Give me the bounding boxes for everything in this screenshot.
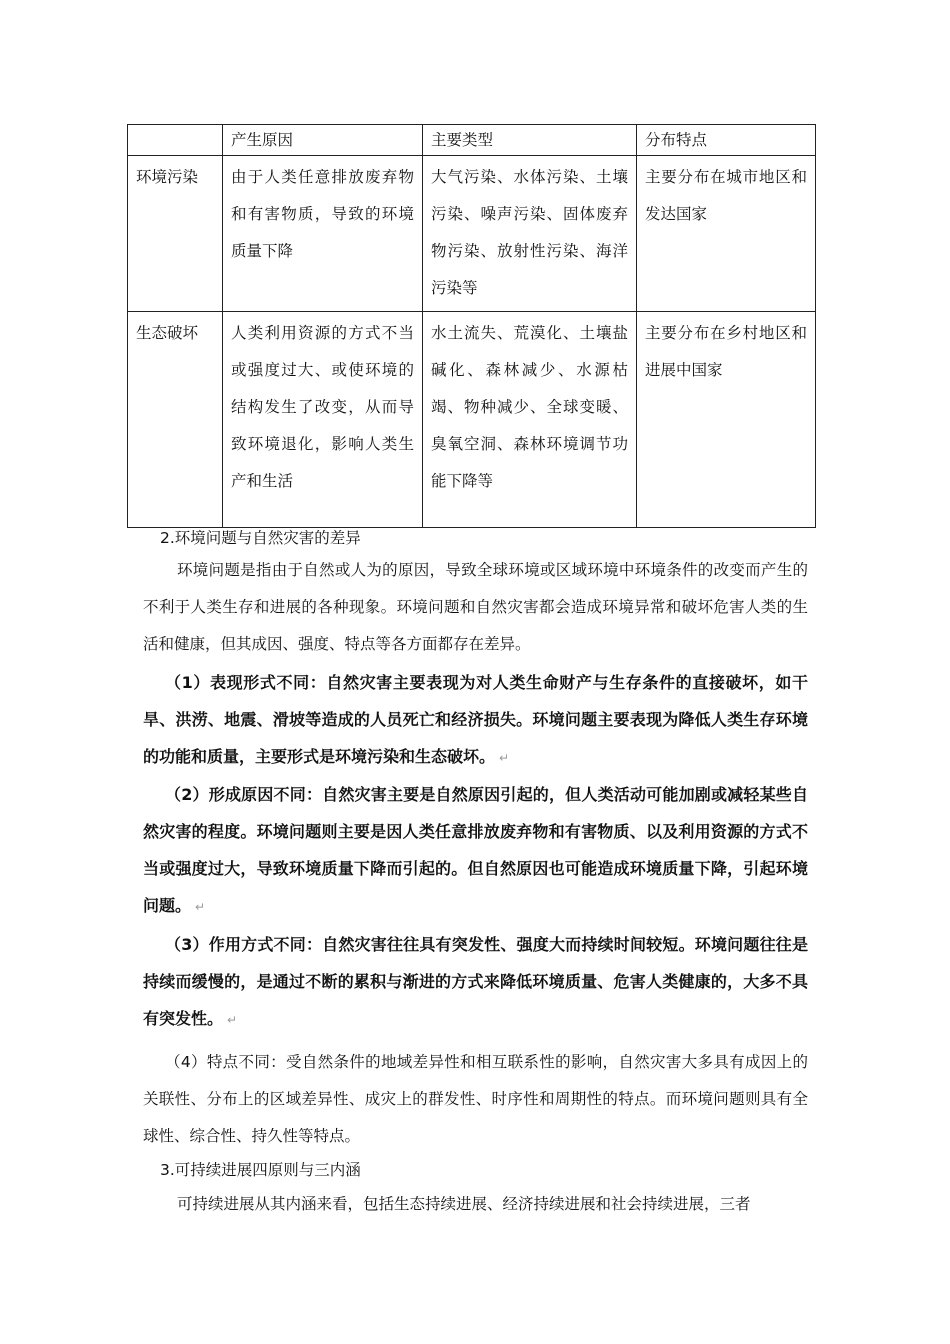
row-label: 生态破坏 [128,312,223,528]
paragraph-point-2 [143,776,808,926]
paragraph-point-4: （4）特点不同：受自然条件的地域差异性和相互联系性的影响，自然灾害大多具有成因上的关联性、分布上的区域差异性、成灾上的群发性、时序性和周期性的特点。而环境问题则具有全球性、综合性、持久性等特点。 [143,1053,808,1145]
table-row [128,156,816,312]
point-text: （3）作用方式不同：自然灾害往往具有突发性、强度大而持续时间较短。环境问题往往是持续而缓慢的，是通过不断的累积与渐进的方式来降低环境质量、危害人类健康的，大多不具有突发性。 [143,935,808,1028]
point-text: （2）形成原因不同：自然灾害主要是自然原因引起的，但人类活动可能加剧或减轻某些自然灾害的程度。环境问题则主要是因人类任意排放废弃物和有害物质、以及利用资源的方式不当或强度过大，导致环境质量下降而引起的。但自然原因也可能造成环境质量下降，引起环境问题。 [143,785,808,915]
table-header-cell: 主要类型 [423,125,637,156]
table-row [128,312,816,528]
cause-cell: 人类利用资源的方式不当或强度过大、或使环境的结构发生了改变，从而导致环境退化，影响人类生产和生活 [223,312,423,528]
cause-cell: 由于人类任意排放废弃物和有害物质，导致的环境质量下降 [223,156,423,312]
paragraph-point-3 [143,926,808,1039]
table-header-row [128,125,816,156]
return-mark: ↵ [227,1013,238,1027]
distribution-cell: 主要分布在乡村地区和进展中国家 [637,312,816,528]
paragraph: 环境问题是指由于自然或人为的原因，导致全球环境或区域环境中环境条件的改变而产生的不利于人类生存和进展的各种现象。环境问题和自然灾害都会造成环境异常和破坏危害人类的生活和健康，但其成因、强度、特点等各方面都存在差异。 [143,561,808,653]
return-mark: ↵ [195,900,206,914]
section-heading: 2.环境问题与自然灾害的差异 [160,529,361,547]
return-mark: ↵ [499,751,510,765]
types-cell: 水土流失、荒漠化、土壤盐碱化、森林减少、水源枯竭、物种减少、全球变暖、臭氧空洞、森林环境调节功能下降等 [423,312,637,528]
point-text: （1）表现形式不同：自然灾害主要表现为对人类生命财产与生存条件的直接破坏，如干旱、洪涝、地震、滑坡等造成的人员死亡和经济损失。环境问题主要表现为降低人类生存环境的功能和质量，主要形式是环境污染和生态破坏。 [143,673,808,766]
comparison-table [127,124,816,528]
paragraph: 可持续进展从其内涵来看，包括生态持续进展、经济持续进展和社会持续进展，三者 [177,1195,751,1213]
types-cell: 大气污染、水体污染、土壤污染、噪声污染、固体废弃物污染、放射性污染、海洋污染等 [423,156,637,312]
paragraph-point-1 [143,664,808,777]
row-label: 环境污染 [128,156,223,312]
table-header-cell [128,125,223,156]
table-header-cell: 产生原因 [223,125,423,156]
section-heading: 3.可持续进展四原则与三内涵 [160,1161,361,1179]
distribution-cell: 主要分布在城市地区和发达国家 [637,156,816,312]
table-header-cell: 分布特点 [637,125,816,156]
